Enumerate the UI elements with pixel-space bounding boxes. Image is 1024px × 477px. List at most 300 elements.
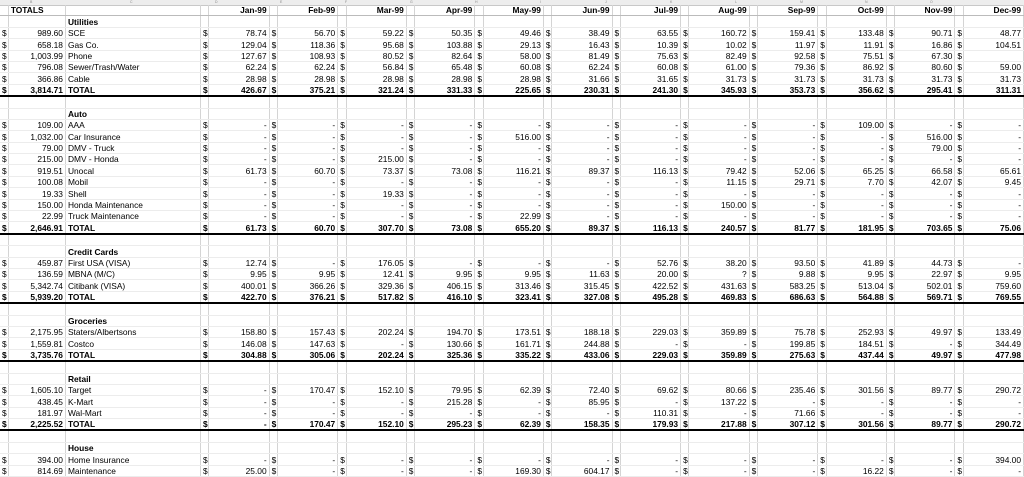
month-value-cell[interactable]: -	[689, 407, 749, 418]
currency-symbol[interactable]: $	[338, 384, 346, 395]
cell[interactable]	[406, 373, 414, 384]
month-value-cell[interactable]: -	[415, 142, 475, 153]
month-value-cell[interactable]: -	[552, 407, 612, 418]
row-total-cell[interactable]: 814.69	[8, 465, 65, 476]
category-label[interactable]: Retail	[65, 373, 200, 384]
cell[interactable]	[406, 303, 414, 315]
currency-symbol[interactable]: $	[955, 84, 963, 96]
month-value-cell[interactable]: -	[483, 188, 543, 199]
cell[interactable]	[483, 361, 543, 373]
currency-symbol[interactable]: $	[955, 211, 963, 222]
cell[interactable]	[963, 96, 1023, 108]
cell[interactable]	[955, 442, 963, 453]
cell[interactable]	[415, 16, 475, 27]
currency-symbol[interactable]: $	[475, 27, 483, 38]
cell[interactable]	[0, 361, 8, 373]
row-total-cell[interactable]: 919.51	[8, 165, 65, 176]
row-total-cell[interactable]: 136.59	[8, 268, 65, 279]
month-value-cell[interactable]: -	[277, 465, 337, 476]
currency-symbol[interactable]: $	[2, 292, 7, 303]
cell[interactable]	[209, 96, 269, 108]
cell[interactable]	[8, 234, 65, 246]
column-letter[interactable]: G	[410, 0, 413, 4]
currency-symbol[interactable]: $	[818, 73, 826, 84]
month-value-cell[interactable]: 344.49	[963, 338, 1023, 349]
cell[interactable]	[612, 303, 620, 315]
row-label-cell[interactable]: TOTAL	[65, 349, 200, 361]
cell[interactable]	[552, 234, 612, 246]
row-total-cell[interactable]: 3,735.76	[8, 349, 65, 361]
currency-symbol[interactable]: $	[886, 119, 894, 130]
month-value-cell[interactable]: 229.03	[620, 349, 680, 361]
currency-symbol[interactable]: $	[681, 407, 689, 418]
cell[interactable]	[338, 303, 346, 315]
row-total-cell[interactable]: 79.00	[8, 142, 65, 153]
currency-symbol[interactable]: $	[475, 280, 483, 291]
month-value-cell[interactable]: 181.95	[826, 222, 886, 234]
row-total-cell[interactable]: 366.86	[8, 73, 65, 84]
cell[interactable]	[963, 430, 1023, 442]
month-value-cell[interactable]: 769.55	[963, 291, 1023, 303]
month-value-cell[interactable]: 31.73	[963, 73, 1023, 84]
currency-symbol[interactable]: $	[886, 131, 894, 142]
currency-symbol[interactable]: $	[886, 407, 894, 418]
month-value-cell[interactable]: -	[620, 188, 680, 199]
cell[interactable]	[483, 442, 543, 453]
currency-symbol[interactable]: $	[543, 268, 551, 279]
month-value-cell[interactable]: -	[620, 199, 680, 210]
cell[interactable]	[826, 234, 886, 246]
currency-symbol[interactable]: $	[269, 384, 277, 395]
currency-symbol[interactable]: $	[955, 419, 963, 431]
currency-symbol[interactable]: $	[338, 291, 346, 303]
month-value-cell[interactable]: -	[415, 465, 475, 476]
currency-symbol[interactable]: $	[201, 176, 209, 187]
currency-symbol[interactable]: $	[338, 338, 346, 349]
month-value-cell[interactable]: -	[826, 154, 886, 165]
currency-symbol[interactable]: $	[818, 338, 826, 349]
currency-symbol[interactable]: $	[886, 39, 894, 50]
currency-symbol[interactable]: $	[612, 176, 620, 187]
month-value-cell[interactable]: -	[826, 199, 886, 210]
month-value-cell[interactable]: -	[483, 407, 543, 418]
currency-symbol[interactable]: $	[612, 280, 620, 291]
currency-symbol[interactable]: $	[201, 84, 209, 96]
cell[interactable]	[415, 373, 475, 384]
currency-symbol[interactable]: $	[475, 84, 483, 96]
currency-symbol[interactable]: $	[2, 396, 7, 407]
cell[interactable]	[475, 303, 483, 315]
cell[interactable]	[886, 315, 894, 326]
currency-symbol[interactable]: $	[475, 396, 483, 407]
cell[interactable]	[65, 430, 200, 442]
row-label-cell[interactable]: Sewer/Trash/Water	[65, 61, 200, 72]
month-value-cell[interactable]: 20.00	[620, 268, 680, 279]
row-label-cell[interactable]: Maintenance	[65, 465, 200, 476]
month-value-cell[interactable]: -	[620, 119, 680, 130]
currency-symbol[interactable]: $	[818, 199, 826, 210]
currency-symbol[interactable]: $	[475, 39, 483, 50]
currency-symbol[interactable]: $	[612, 454, 620, 465]
currency-symbol[interactable]: $	[406, 338, 414, 349]
month-value-cell[interactable]: 194.70	[415, 326, 475, 337]
cell[interactable]	[406, 315, 414, 326]
cell[interactable]	[681, 108, 689, 119]
month-value-cell[interactable]: -	[689, 142, 749, 153]
currency-symbol[interactable]: $	[406, 73, 414, 84]
currency-symbol[interactable]: $	[269, 268, 277, 279]
currency-symbol[interactable]: $	[681, 291, 689, 303]
currency-symbol[interactable]: $	[406, 291, 414, 303]
cell[interactable]	[483, 16, 543, 27]
month-value-cell[interactable]: 290.72	[963, 419, 1023, 431]
cell[interactable]	[749, 315, 757, 326]
row-label-cell[interactable]: Citibank (VISA)	[65, 280, 200, 291]
month-header[interactable]: Mar-99	[346, 5, 406, 16]
cell[interactable]	[543, 303, 551, 315]
row-label-cell[interactable]: DMV - Honda	[65, 154, 200, 165]
month-value-cell[interactable]: -	[757, 142, 817, 153]
currency-symbol[interactable]: $	[338, 268, 346, 279]
month-value-cell[interactable]: 313.46	[483, 280, 543, 291]
cell[interactable]	[543, 315, 551, 326]
currency-symbol[interactable]: $	[269, 211, 277, 222]
month-value-cell[interactable]: -	[552, 176, 612, 187]
currency-symbol[interactable]: $	[406, 119, 414, 130]
currency-symbol[interactable]: $	[818, 84, 826, 96]
cell[interactable]	[955, 361, 963, 373]
cell[interactable]	[612, 430, 620, 442]
month-value-cell[interactable]: 152.10	[346, 384, 406, 395]
cell[interactable]	[277, 303, 337, 315]
month-value-cell[interactable]: 147.63	[277, 338, 337, 349]
cell[interactable]	[620, 303, 680, 315]
month-value-cell[interactable]: 169.30	[483, 465, 543, 476]
month-value-cell[interactable]: -	[620, 176, 680, 187]
month-header[interactable]: Jan-99	[209, 5, 269, 16]
month-value-cell[interactable]: 202.24	[346, 349, 406, 361]
currency-symbol[interactable]: $	[681, 419, 689, 431]
cell[interactable]	[612, 246, 620, 257]
cell[interactable]	[757, 246, 817, 257]
month-value-cell[interactable]: 56.70	[277, 27, 337, 38]
cell[interactable]	[749, 5, 757, 16]
cell[interactable]	[552, 108, 612, 119]
cell[interactable]	[612, 361, 620, 373]
month-value-cell[interactable]: -	[963, 119, 1023, 130]
column-letter[interactable]: L	[735, 0, 737, 4]
currency-symbol[interactable]: $	[269, 27, 277, 38]
currency-symbol[interactable]: $	[681, 50, 689, 61]
month-value-cell[interactable]: 60.08	[483, 61, 543, 72]
cell[interactable]	[955, 16, 963, 27]
currency-symbol[interactable]: $	[338, 465, 346, 476]
currency-symbol[interactable]: $	[201, 384, 209, 395]
month-value-cell[interactable]: -	[346, 199, 406, 210]
currency-symbol[interactable]: $	[406, 465, 414, 476]
column-letter[interactable]: O	[930, 0, 933, 4]
currency-symbol[interactable]: $	[269, 338, 277, 349]
currency-symbol[interactable]: $	[201, 465, 209, 476]
cell[interactable]	[552, 303, 612, 315]
month-value-cell[interactable]: 11.15	[689, 176, 749, 187]
cell[interactable]	[201, 442, 209, 453]
currency-symbol[interactable]: $	[749, 257, 757, 268]
cell[interactable]	[681, 373, 689, 384]
row-label-cell[interactable]: Home Insurance	[65, 454, 200, 465]
currency-symbol[interactable]: $	[2, 165, 7, 176]
month-value-cell[interactable]: 176.05	[346, 257, 406, 268]
month-value-cell[interactable]: 240.57	[689, 222, 749, 234]
currency-symbol[interactable]: $	[269, 165, 277, 176]
month-value-cell[interactable]: 31.73	[757, 73, 817, 84]
cell[interactable]	[886, 108, 894, 119]
cell[interactable]	[757, 315, 817, 326]
month-value-cell[interactable]: -	[963, 131, 1023, 142]
currency-symbol[interactable]: $	[2, 143, 7, 154]
month-value-cell[interactable]: -	[415, 211, 475, 222]
month-value-cell[interactable]: -	[826, 131, 886, 142]
cell[interactable]	[543, 442, 551, 453]
currency-symbol[interactable]: $	[818, 268, 826, 279]
currency-symbol[interactable]: $	[406, 188, 414, 199]
cell[interactable]	[886, 16, 894, 27]
month-value-cell[interactable]: 28.98	[483, 73, 543, 84]
month-value-cell[interactable]: 150.00	[689, 199, 749, 210]
cell[interactable]	[612, 108, 620, 119]
month-value-cell[interactable]: 307.12	[757, 419, 817, 431]
month-value-cell[interactable]: 75.06	[963, 222, 1023, 234]
cell[interactable]	[269, 5, 277, 16]
currency-symbol[interactable]: $	[818, 396, 826, 407]
cell[interactable]	[269, 246, 277, 257]
month-value-cell[interactable]: 80.52	[346, 50, 406, 61]
currency-symbol[interactable]: $	[2, 28, 7, 39]
cell[interactable]	[749, 108, 757, 119]
currency-symbol[interactable]: $	[475, 465, 483, 476]
cell[interactable]	[818, 246, 826, 257]
month-value-cell[interactable]: -	[895, 154, 955, 165]
currency-symbol[interactable]: $	[338, 165, 346, 176]
currency-symbol[interactable]: $	[406, 280, 414, 291]
currency-symbol[interactable]: $	[269, 280, 277, 291]
currency-symbol[interactable]: $	[406, 154, 414, 165]
month-header[interactable]: Dec-99	[963, 5, 1023, 16]
currency-symbol[interactable]: $	[2, 385, 7, 396]
month-value-cell[interactable]: 38.20	[689, 257, 749, 268]
currency-symbol[interactable]: $	[269, 84, 277, 96]
currency-symbol[interactable]: $	[201, 222, 209, 234]
cell[interactable]	[338, 5, 346, 16]
cell[interactable]	[415, 96, 475, 108]
month-value-cell[interactable]: 89.37	[552, 165, 612, 176]
currency-symbol[interactable]: $	[475, 61, 483, 72]
cell[interactable]	[612, 16, 620, 27]
month-value-cell[interactable]: -	[757, 454, 817, 465]
row-label-cell[interactable]: Honda Maintenance	[65, 199, 200, 210]
cell[interactable]	[406, 430, 414, 442]
currency-symbol[interactable]: $	[269, 188, 277, 199]
currency-symbol[interactable]: $	[338, 131, 346, 142]
cell[interactable]	[65, 96, 200, 108]
cell[interactable]	[201, 246, 209, 257]
cell[interactable]	[8, 96, 65, 108]
month-value-cell[interactable]: -	[346, 176, 406, 187]
cell[interactable]	[886, 442, 894, 453]
month-value-cell[interactable]: 569.71	[895, 291, 955, 303]
cell[interactable]	[483, 303, 543, 315]
currency-symbol[interactable]: $	[543, 326, 551, 337]
currency-symbol[interactable]: $	[955, 222, 963, 234]
month-value-cell[interactable]: -	[963, 199, 1023, 210]
currency-symbol[interactable]: $	[475, 326, 483, 337]
cell[interactable]	[209, 303, 269, 315]
cell[interactable]	[483, 96, 543, 108]
currency-symbol[interactable]: $	[612, 119, 620, 130]
currency-symbol[interactable]: $	[406, 407, 414, 418]
currency-symbol[interactable]: $	[543, 61, 551, 72]
cell[interactable]	[757, 442, 817, 453]
month-value-cell[interactable]: 416.10	[415, 291, 475, 303]
cell[interactable]	[543, 430, 551, 442]
cell[interactable]	[483, 430, 543, 442]
cell[interactable]	[681, 303, 689, 315]
currency-symbol[interactable]: $	[681, 199, 689, 210]
column-letter[interactable]: K	[670, 0, 673, 4]
month-value-cell[interactable]: 90.71	[895, 27, 955, 38]
month-value-cell[interactable]: 108.93	[277, 50, 337, 61]
currency-symbol[interactable]: $	[886, 465, 894, 476]
month-value-cell[interactable]: 353.73	[757, 84, 817, 96]
currency-symbol[interactable]: $	[955, 268, 963, 279]
cell[interactable]	[689, 442, 749, 453]
currency-symbol[interactable]: $	[818, 142, 826, 153]
month-value-cell[interactable]: ?	[689, 268, 749, 279]
currency-symbol[interactable]: $	[681, 188, 689, 199]
month-value-cell[interactable]: 517.82	[346, 291, 406, 303]
currency-symbol[interactable]: $	[955, 384, 963, 395]
currency-symbol[interactable]: $	[749, 84, 757, 96]
cell[interactable]	[689, 315, 749, 326]
month-value-cell[interactable]: 31.73	[895, 73, 955, 84]
cell[interactable]	[612, 96, 620, 108]
totals-header[interactable]: TOTALS	[8, 5, 65, 16]
month-value-cell[interactable]: 65.48	[415, 61, 475, 72]
cell[interactable]	[8, 315, 65, 326]
month-value-cell[interactable]: -	[757, 211, 817, 222]
month-value-cell[interactable]: -	[620, 338, 680, 349]
cell[interactable]	[963, 303, 1023, 315]
cell[interactable]	[8, 361, 65, 373]
month-value-cell[interactable]: -	[209, 188, 269, 199]
currency-symbol[interactable]: $	[955, 39, 963, 50]
cell[interactable]	[963, 16, 1023, 27]
currency-symbol[interactable]: $	[681, 61, 689, 72]
month-value-cell[interactable]: 583.25	[757, 280, 817, 291]
month-value-cell[interactable]: 81.49	[552, 50, 612, 61]
cell[interactable]	[65, 303, 200, 315]
month-header[interactable]: Aug-99	[689, 5, 749, 16]
month-value-cell[interactable]: 129.04	[209, 39, 269, 50]
row-total-cell[interactable]: 1,032.00	[8, 131, 65, 142]
currency-symbol[interactable]: $	[955, 142, 963, 153]
cell[interactable]	[0, 96, 8, 108]
cell[interactable]	[620, 373, 680, 384]
cell[interactable]	[543, 5, 551, 16]
currency-symbol[interactable]: $	[475, 73, 483, 84]
month-value-cell[interactable]: -	[826, 211, 886, 222]
cell[interactable]	[0, 246, 8, 257]
currency-symbol[interactable]: $	[612, 154, 620, 165]
cell[interactable]	[543, 361, 551, 373]
month-value-cell[interactable]: 215.28	[415, 396, 475, 407]
month-value-cell[interactable]: -	[963, 396, 1023, 407]
month-value-cell[interactable]: -	[963, 154, 1023, 165]
month-value-cell[interactable]: -	[895, 396, 955, 407]
cell[interactable]	[749, 373, 757, 384]
currency-symbol[interactable]: $	[612, 188, 620, 199]
cell[interactable]	[346, 234, 406, 246]
cell[interactable]	[620, 315, 680, 326]
month-value-cell[interactable]: -	[963, 465, 1023, 476]
month-value-cell[interactable]: 60.70	[277, 165, 337, 176]
cell[interactable]	[689, 234, 749, 246]
currency-symbol[interactable]: $	[269, 257, 277, 268]
month-value-cell[interactable]: 19.33	[346, 188, 406, 199]
month-value-cell[interactable]: 329.36	[346, 280, 406, 291]
month-value-cell[interactable]: 356.62	[826, 84, 886, 96]
currency-symbol[interactable]: $	[612, 349, 620, 361]
cell[interactable]	[201, 373, 209, 384]
cell[interactable]	[826, 96, 886, 108]
cell[interactable]	[826, 108, 886, 119]
month-value-cell[interactable]: -	[689, 454, 749, 465]
cell[interactable]	[895, 430, 955, 442]
month-value-cell[interactable]: 215.00	[346, 154, 406, 165]
currency-symbol[interactable]: $	[818, 154, 826, 165]
currency-symbol[interactable]: $	[612, 291, 620, 303]
row-label-cell[interactable]: Mobil	[65, 176, 200, 187]
month-value-cell[interactable]: 12.74	[209, 257, 269, 268]
cell[interactable]	[475, 5, 483, 16]
currency-symbol[interactable]: $	[749, 142, 757, 153]
cell[interactable]	[955, 315, 963, 326]
column-letter[interactable]: I	[540, 0, 541, 4]
row-label-cell[interactable]: Phone	[65, 50, 200, 61]
month-value-cell[interactable]: 78.74	[209, 27, 269, 38]
category-label[interactable]: Auto	[65, 108, 200, 119]
cell[interactable]	[338, 16, 346, 27]
row-label-cell[interactable]: AAA	[65, 119, 200, 130]
month-value-cell[interactable]: -	[895, 119, 955, 130]
cell[interactable]	[757, 430, 817, 442]
cell[interactable]	[895, 303, 955, 315]
cell[interactable]	[689, 16, 749, 27]
row-label-cell[interactable]: Gas Co.	[65, 39, 200, 50]
month-value-cell[interactable]: 158.35	[552, 419, 612, 431]
row-label-cell[interactable]: Unocal	[65, 165, 200, 176]
month-value-cell[interactable]: 95.68	[346, 39, 406, 50]
cell[interactable]	[475, 315, 483, 326]
month-value-cell[interactable]: 69.62	[620, 384, 680, 395]
currency-symbol[interactable]: $	[612, 61, 620, 72]
month-value-cell[interactable]: -	[346, 142, 406, 153]
currency-symbol[interactable]: $	[955, 338, 963, 349]
month-value-cell[interactable]: 315.45	[552, 280, 612, 291]
cell[interactable]	[552, 246, 612, 257]
currency-symbol[interactable]: $	[543, 84, 551, 96]
cell[interactable]	[818, 5, 826, 16]
